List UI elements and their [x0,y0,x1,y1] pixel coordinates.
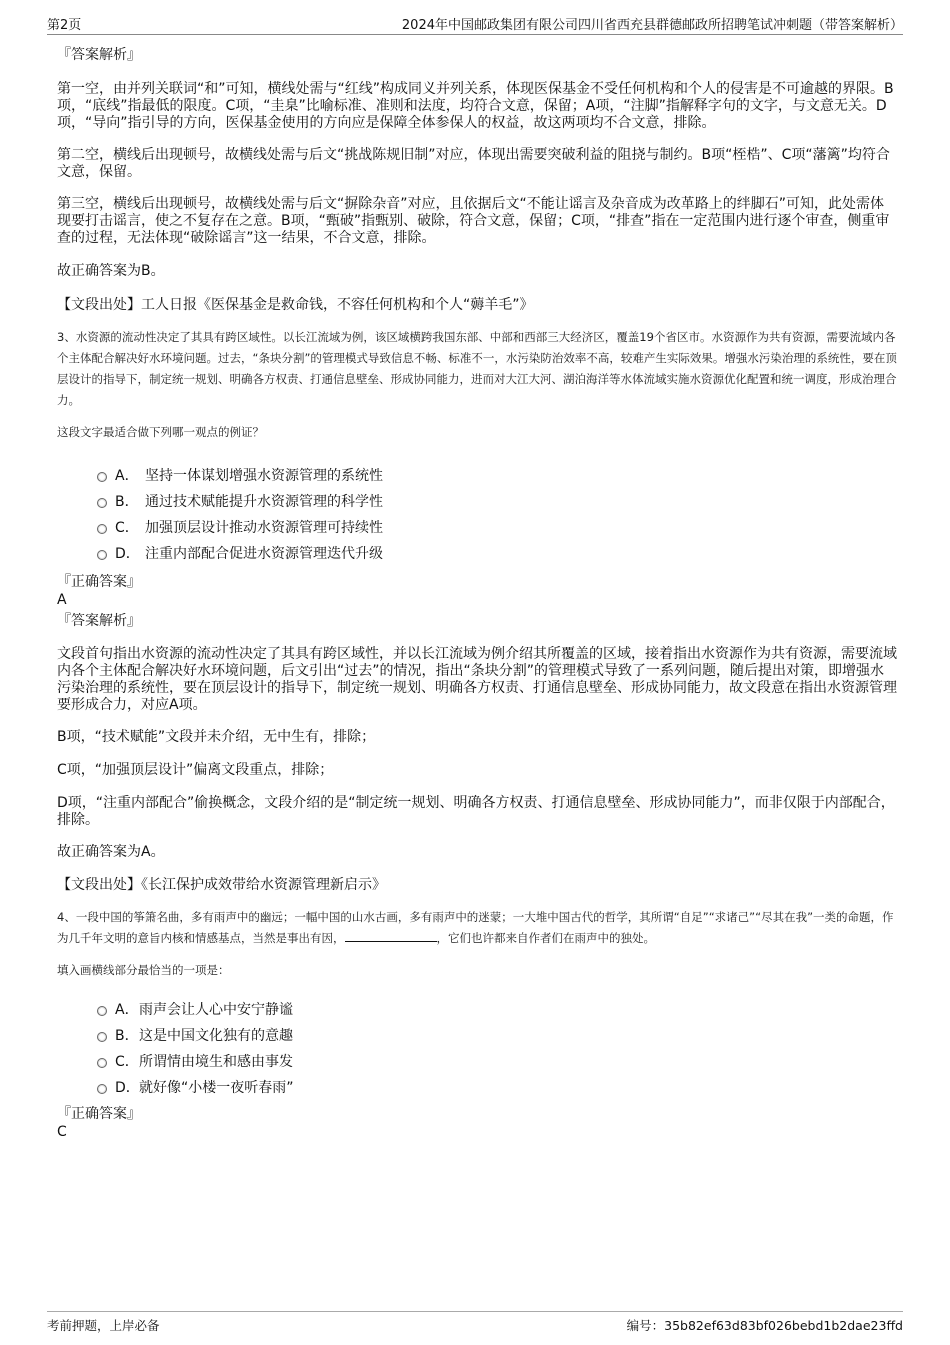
q3-option-d[interactable] [57,541,897,567]
q3-option-d-text: 注重内部配合促进水资源管理迭代升级 [145,546,383,562]
q2-analysis-p2: 第二空，横线后出现顿号，故横线处需与后文“挑战陈规旧制”对应，体现出需要突破利益的阻挠与制约。B项“桎梏”、C项“藩篱”均符合文意，保留。 [57,147,890,180]
radio-icon[interactable] [97,1032,107,1042]
q3-options [57,463,897,567]
q4-correct-value: C [57,1124,67,1140]
q3-analysis-p1: 文段首句指出水资源的流动性决定了其具有跨区域性，并以长江流域为例介绍其所覆盖的区域，接着指出水资源作为共有资源，需要流域内各个主体配合解决好水环境问题，后文引出“过去”的情况，指出“条块分割”的管理模式导致了一系列问题，随后提出对策，即增强水污染治理的系统性，要在顶层设计的指导下，制定统一规划、明确各方权责、打通信息壁垒、形成协同能力，故文段意在指出水资源管理要形成合力，对应A项。 [57,646,897,713]
q3-question: 这段文字最适合做下列哪一观点的例证？ [57,425,264,439]
q2-conclusion: 故正确答案为B。 [57,263,165,279]
q3-correct-label: 『正确答案』 [57,574,141,590]
q4-option-d-text: 就好像“小楼一夜听春雨” [139,1080,294,1096]
q4-options [57,997,897,1101]
footer-slogan: 考前押题，上岸必备 [47,1318,160,1333]
q4-option-a-text: 雨声会让人心中安宁静谧 [139,1002,293,1018]
q3-correct-value: A [57,592,67,608]
q4-option-b-letter: B． [115,1028,139,1044]
q2-analysis-p1: 第一空，由并列关联词“和”可知，横线处需与“红线”构成同义并列关系，体现医保基金不受任何机构和个人的侵害是不可逾越的界限。B项，“底线”指最低的限度。C项，“圭臬”比喻标准、准则和法度，均符合文意，保留；A项，“注脚”指解释字句的文字，与文意无关。D项，“导向”指引导的方向，医保基金使用的方向应是保障全体参保人的权益，故这两项均不合文意，排除。 [57,81,894,131]
q2-analysis-label: 『答案解析』 [57,47,141,63]
q3-analysis-p2: B项，“技术赋能”文段并未介绍，无中生有，排除； [57,729,376,745]
radio-icon[interactable] [97,498,107,508]
radio-icon[interactable] [97,1058,107,1068]
page-number: 第2页 [47,18,82,33]
q3-option-b-letter: B． [115,494,139,510]
q3-analysis-p4: D项，“注重内部配合”偷换概念，文段介绍的是“制定统一规划、明确各方权责、打通信息壁垒、形成协同能力”，而非仅限于内部配合，排除。 [57,795,895,828]
q4-option-c-text: 所谓情由境生和感由事发 [139,1054,293,1070]
q3-analysis-label: 『答案解析』 [57,613,141,629]
radio-icon[interactable] [97,550,107,560]
q3-conclusion: 故正确答案为A。 [57,844,165,860]
q4-option-b[interactable] [57,1023,897,1049]
q3-option-d-letter: D． [115,546,140,562]
q4-option-d[interactable] [57,1075,897,1101]
q3-source: 【文段出处】《长江保护成效带给水资源管理新启示》 [57,877,386,893]
q4-option-b-text: 这是中国文化独有的意趣 [139,1028,293,1044]
q2-analysis-p3: 第三空，横线后出现顿号，故横线处需与后文“摒除杂音”对应，且依据后文“不能让谣言及杂音成为改革路上的绊脚石”可知，此处需体现要打击谣言，使之不复存在之意。B项，“甄破”指甄别、破除，符合文意，保留；C项，“排查”指在一定范围内进行逐个审查，侧重审查的过程，无法体现“破除谣言”这一结果，不合文意，排除。 [57,196,890,246]
q3-option-a-text: 坚持一体谋划增强水资源管理的系统性 [145,468,383,484]
page-header [47,14,903,35]
q3-option-a[interactable] [57,463,897,489]
q4-blank [345,929,437,942]
q3-option-c-text: 加强顶层设计推动水资源管理可持续性 [145,520,383,536]
q4-question: 填入画横线部分最恰当的一项是： [57,963,230,977]
q4-option-d-letter: D． [115,1080,140,1096]
page-content [57,46,897,1140]
q3-option-c-letter: C． [115,520,139,536]
q3-option-c[interactable] [57,515,897,541]
radio-icon[interactable] [97,472,107,482]
q3-stem: 3、水资源的流动性决定了其具有跨区域性。以长江流域为例，该区域横跨我国东部、中部和西部三大经济区，覆盖19个省区市。水资源作为共有资源，需要流域内各个主体配合解决好水环境问题。过去，“条块分割”的管理模式导致信息不畅、标准不一，水污染防治效率不高，较难产生实际效果。增强水污染治理的系统性，要在顶层设计的指导下，制定统一规划、明确各方权责、打通信息壁垒、形成协同能力，进而对大江大河、湖泊海洋等水体流域实施水资源优化配置和统一调度，形成治理合力。 [57,330,897,407]
q4-option-a-letter: A． [115,1002,139,1018]
q3-analysis-p3: C项，“加强顶层设计”偏离文段重点，排除； [57,762,334,778]
q4-option-c-letter: C． [115,1054,139,1070]
q3-option-b[interactable] [57,489,897,515]
q4-option-c[interactable] [57,1049,897,1075]
radio-icon[interactable] [97,1006,107,1016]
radio-icon[interactable] [97,524,107,534]
q2-source: 【文段出处】工人日报《医保基金是救命钱，不容任何机构和个人“薅羊毛”》 [57,297,534,313]
q4-option-a[interactable] [57,997,897,1023]
page-footer [47,1311,903,1336]
document-id: 编号：35b82ef63d83bf026bebd1b2dae23ffd [626,1318,903,1333]
q3-option-a-letter: A． [115,468,139,484]
document-title: 2024年中国邮政集团有限公司四川省西充县群德邮政所招聘笔试冲刺题（带答案解析） [401,18,903,33]
q4-correct-label: 『正确答案』 [57,1106,141,1122]
q3-option-b-text: 通过技术赋能提升水资源管理的科学性 [145,494,383,510]
q4-stem-before: 4、一段中国的筝箫名曲，多有雨声中的幽远；一幅中国的山水古画，多有雨声中的迷蒙；一大堆中国古代的哲学，其所谓“自足”“求诸己”“尽其在我”一类的命题，作为几千年文明的意旨内核和情感基点，当然是事出有因， [57,910,894,945]
q4-stem-after: ，它们也许都来自作者们在雨声中的独处。 [436,931,655,945]
radio-icon[interactable] [97,1084,107,1094]
q4-stem [57,907,897,949]
